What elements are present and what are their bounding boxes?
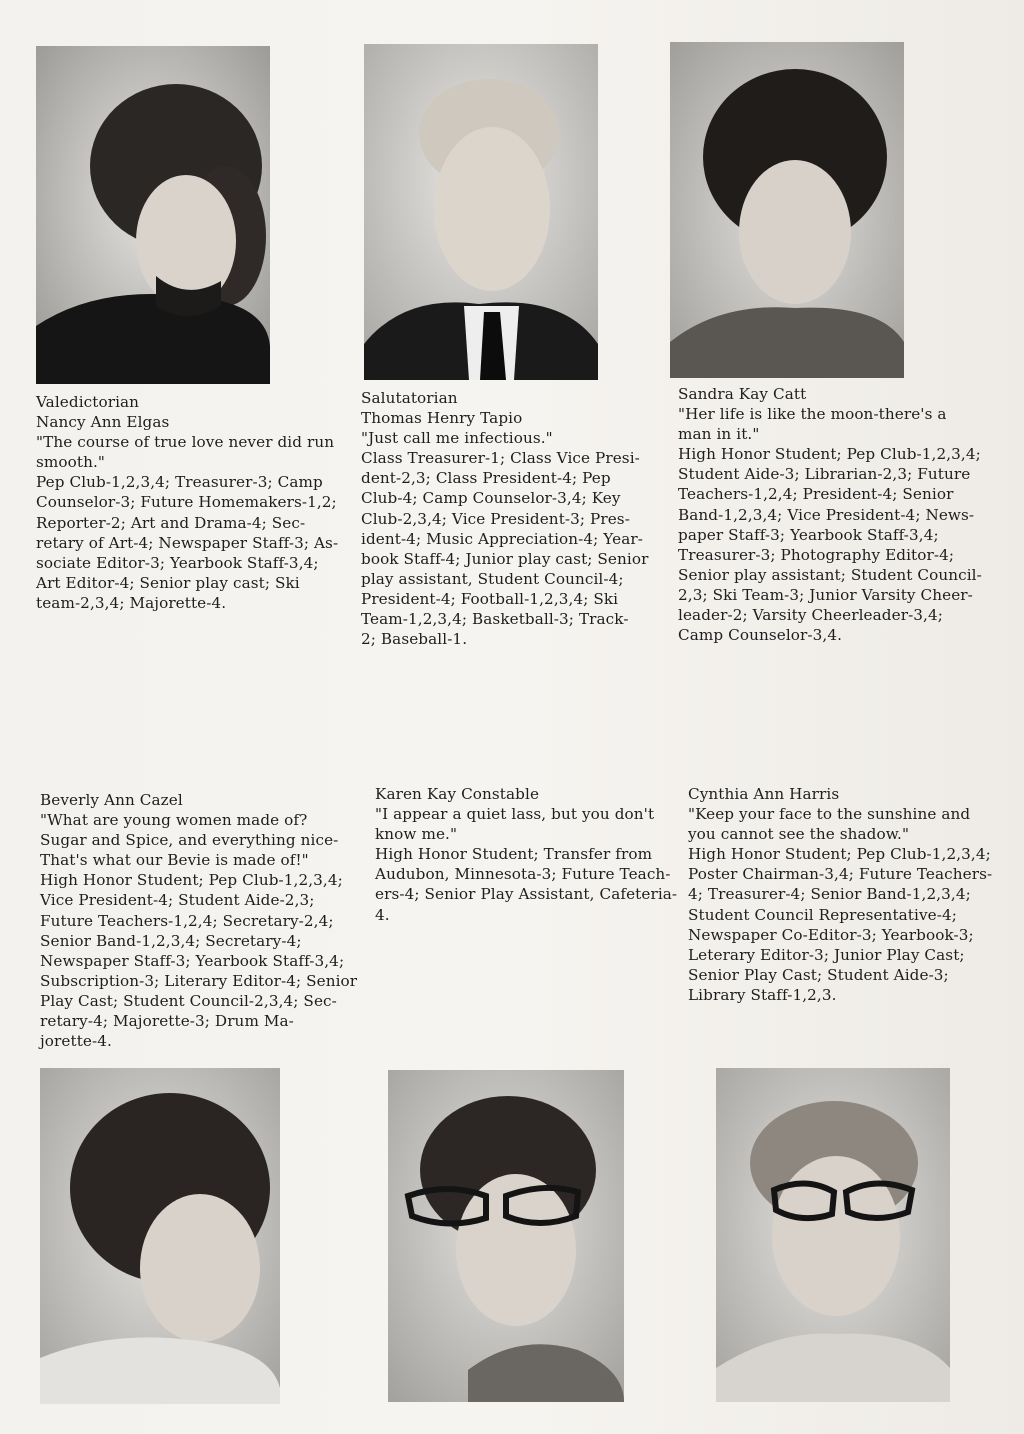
student-name: Cynthia Ann Harris: [688, 785, 840, 803]
student-quote: "Her life is like the moon-there's a: [678, 405, 947, 424]
activity-line: High Honor Student; Pep Club-1,2,3,4;: [678, 445, 981, 464]
activity-line: Subscription-3; Literary Editor-4; Senior: [40, 971, 358, 990]
activity-line: Library Staff-1,2,3.: [688, 985, 837, 1004]
activity-line: 4.: [375, 905, 390, 924]
activity-line: President-4; Football-1,2,3,4; Ski: [361, 589, 619, 608]
portrait-photo-elgas: [36, 46, 270, 384]
student-bio-cazel: [40, 790, 365, 1051]
student-quote: you cannot see the shadow.": [688, 825, 910, 844]
activity-line: jorette-4.: [40, 1032, 112, 1051]
activity-line: Team-1,2,3,4; Basketball-3; Track-: [361, 610, 629, 629]
activity-line: Senior Band-1,2,3,4; Secretary-4;: [40, 931, 302, 950]
activity-line: Club-2,3,4; Vice President-3; Pres-: [361, 509, 630, 528]
honor-title: Salutatorian: [361, 389, 458, 407]
activity-line: Student Aide-3; Librarian-2,3; Future: [678, 465, 971, 484]
student-name: Sandra Kay Catt: [678, 385, 807, 403]
activity-line: paper Staff-3; Yearbook Staff-3,4;: [678, 525, 939, 544]
activity-line: ers-4; Senior Play Assistant, Cafeteria-: [375, 885, 678, 904]
activity-line: Play Cast; Student Council-2,3,4; Sec-: [40, 991, 337, 1010]
student-quote: "The course of true love never did run: [36, 433, 335, 452]
activity-line: book Staff-4; Junior play cast; Senior: [361, 549, 649, 568]
activity-line: leader-2; Varsity Cheerleader-3,4;: [678, 606, 943, 625]
activity-line: High Honor Student; Pep Club-1,2,3,4;: [40, 871, 343, 890]
portrait-photo-catt: [670, 42, 904, 378]
activity-line: Newspaper Staff-3; Yearbook Staff-3,4;: [40, 951, 345, 970]
student-quote: "I appear a quiet lass, but you don't: [375, 805, 655, 824]
activity-line: retary-4; Majorette-3; Drum Ma-: [40, 1012, 294, 1031]
activity-line: Future Teachers-1,2,4; Secretary-2,4;: [40, 911, 334, 930]
portrait-photo-tapio: [364, 44, 598, 380]
activity-line: retary of Art-4; Newspaper Staff-3; As-: [36, 533, 339, 552]
activity-line: team-2,3,4; Majorette-4.: [36, 593, 227, 612]
honor-title: Valedictorian: [36, 393, 140, 411]
activity-line: Pep Club-1,2,3,4; Treasurer-3; Camp: [36, 473, 323, 492]
activity-line: High Honor Student; Transfer from: [375, 845, 653, 864]
activity-line: 4; Treasurer-4; Senior Band-1,2,3,4;: [688, 885, 971, 904]
student-name: Thomas Henry Tapio: [361, 409, 523, 428]
activity-line: Poster Chairman-3,4; Future Teachers-: [688, 865, 993, 884]
student-quote: know me.": [375, 825, 458, 844]
student-name: Beverly Ann Cazel: [40, 791, 183, 809]
student-quote: "What are young women made of?: [40, 811, 308, 830]
activity-line: Camp Counselor-3,4.: [678, 626, 843, 645]
activity-line: 2,3; Ski Team-3; Junior Varsity Cheer-: [678, 585, 973, 604]
activity-line: Vice President-4; Student Aide-2,3;: [40, 891, 315, 910]
student-quote: man in it.": [678, 425, 760, 444]
activity-line: play assistant, Student Council-4;: [361, 569, 624, 588]
activity-line: sociate Editor-3; Yearbook Staff-3,4;: [36, 553, 319, 572]
activity-line: Senior play assistant; Student Council-: [678, 565, 982, 584]
student-bio-constable: [375, 784, 685, 925]
student-quote: That's what our Bevie is made of!": [40, 851, 309, 870]
portrait-photo-cazel: [40, 1068, 280, 1404]
student-bio-catt: [678, 384, 1008, 645]
activity-line: Senior Play Cast; Student Aide-3;: [688, 965, 949, 984]
activity-line: Student Council Representative-4;: [688, 905, 957, 924]
activity-line: Teachers-1,2,4; President-4; Senior: [678, 485, 954, 504]
activity-line: Reporter-2; Art and Drama-4; Sec-: [36, 513, 306, 532]
activity-line: High Honor Student; Pep Club-1,2,3,4;: [688, 845, 991, 864]
activity-line: Class Treasurer-1; Class Vice Presi-: [361, 449, 640, 468]
student-quote: Sugar and Spice, and everything nice-: [40, 831, 339, 850]
student-name: Karen Kay Constable: [375, 785, 540, 803]
student-name: Nancy Ann Elgas: [36, 413, 170, 432]
activity-line: ident-4; Music Appreciation-4; Year-: [361, 529, 643, 548]
student-bio-elgas: [36, 392, 356, 613]
student-bio-harris: [688, 784, 1008, 1005]
activity-line: Leterary Editor-3; Junior Play Cast;: [688, 945, 965, 964]
student-bio-tapio: [361, 388, 671, 649]
activity-line: Band-1,2,3,4; Vice President-4; News-: [678, 505, 975, 524]
activity-line: Club-4; Camp Counselor-3,4; Key: [361, 489, 621, 508]
activity-line: Treasurer-3; Photography Editor-4;: [678, 545, 955, 564]
activity-line: Counselor-3; Future Homemakers-1,2;: [36, 493, 337, 512]
activity-line: Art Editor-4; Senior play cast; Ski: [36, 573, 300, 592]
student-quote: smooth.": [36, 453, 105, 472]
activity-line: Newspaper Co-Editor-3; Yearbook-3;: [688, 925, 974, 944]
student-quote: "Just call me infectious.": [361, 429, 553, 448]
activity-line: dent-2,3; Class President-4; Pep: [361, 469, 611, 488]
student-quote: "Keep your face to the sunshine and: [688, 805, 971, 824]
activity-line: Audubon, Minnesota-3; Future Teach-: [375, 865, 671, 884]
activity-line: 2; Baseball-1.: [361, 630, 468, 649]
portrait-photo-constable: [388, 1070, 624, 1402]
portrait-photo-harris: [716, 1068, 950, 1402]
